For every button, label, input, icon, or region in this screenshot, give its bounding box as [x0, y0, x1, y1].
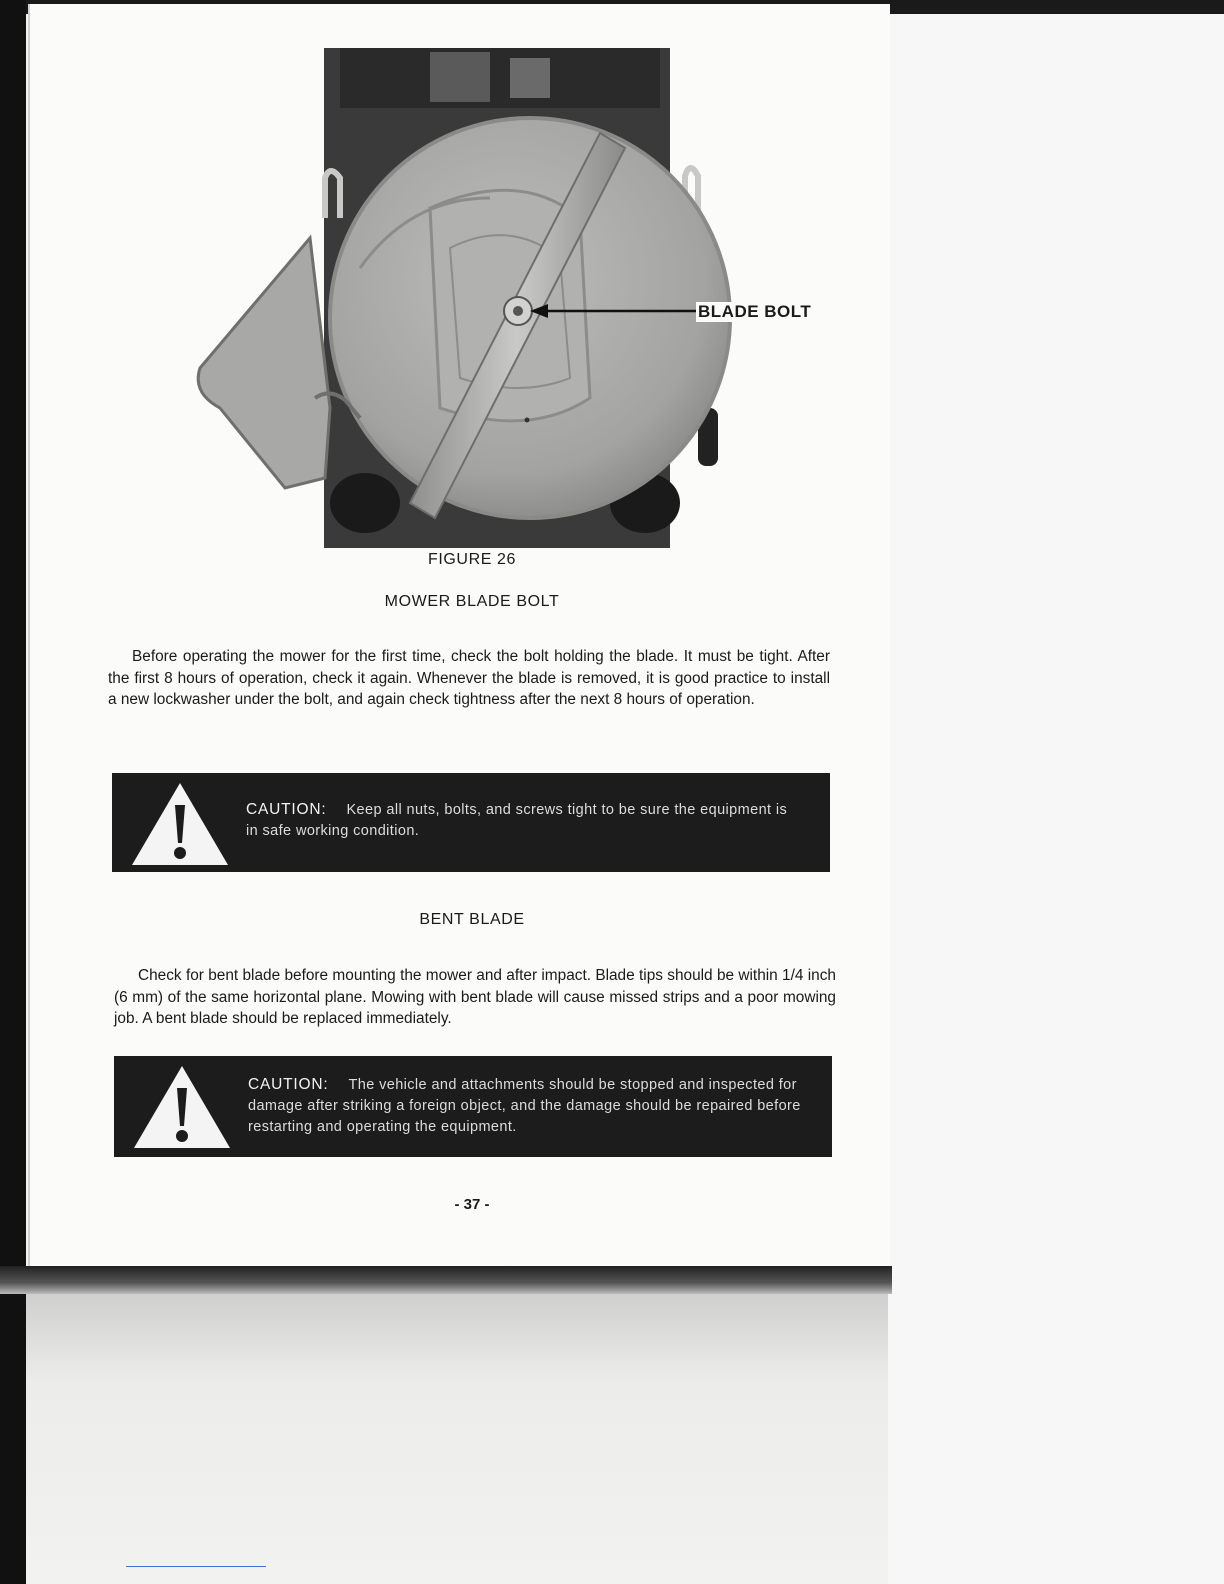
caution-box-1	[112, 773, 830, 872]
caution-label: CAUTION:	[246, 801, 327, 818]
facing-page-blank	[888, 14, 1224, 1584]
scan-edge-left	[0, 0, 26, 1584]
left-wheel	[330, 473, 400, 533]
page-bottom-shadow	[0, 1266, 892, 1294]
caution-label: CAUTION:	[248, 1076, 329, 1093]
blade-bolt-callout: BLADE BOLT	[698, 302, 812, 321]
discharge-chute	[198, 238, 330, 488]
mower-deck-photo	[190, 48, 830, 548]
bolt-check-paragraph: Before operating the mower for the first time, check the bolt holding the blade. It must be tight. After the first 8 hours of operation, check it again. Whenever the blade is removed, it is good practice to install a new lockwasher under the bolt, and again check tightness after the next 8 hours of operation.	[108, 648, 830, 708]
figure-title: MOWER BLADE BOLT	[384, 593, 560, 610]
bent-blade-heading: BENT BLADE	[419, 911, 525, 928]
figure-number: FIGURE 26	[427, 551, 517, 568]
caution-text-2	[248, 1074, 804, 1138]
mower-deck-illustration	[190, 48, 830, 548]
caution-message: The vehicle and attachments should be stopped and inspected for damage after striking a foreign object, and the damage should be repaired before restarting and operating the equipment.	[248, 1077, 801, 1135]
page-number: - 37 -	[454, 1196, 490, 1213]
caution-message: Keep all nuts, bolts, and screws tight to be sure the equipment is in safe working condition.	[246, 802, 788, 839]
caution-text-1	[246, 799, 802, 842]
scan-background	[26, 1294, 888, 1584]
scan-artifact-line	[126, 1566, 266, 1567]
caution-box-2	[114, 1056, 832, 1157]
warning-triangle-icon	[130, 1062, 234, 1152]
bent-blade-paragraph: Check for bent blade before mounting the mower and after impact. Blade tips should be within 1/4 inch (6 mm) of the same horizontal plane. Mowing with bent blade will cause missed strips and a poor mowing job. A bent blade should be replaced immediately.	[114, 967, 836, 1027]
warning-triangle-icon	[128, 779, 232, 869]
